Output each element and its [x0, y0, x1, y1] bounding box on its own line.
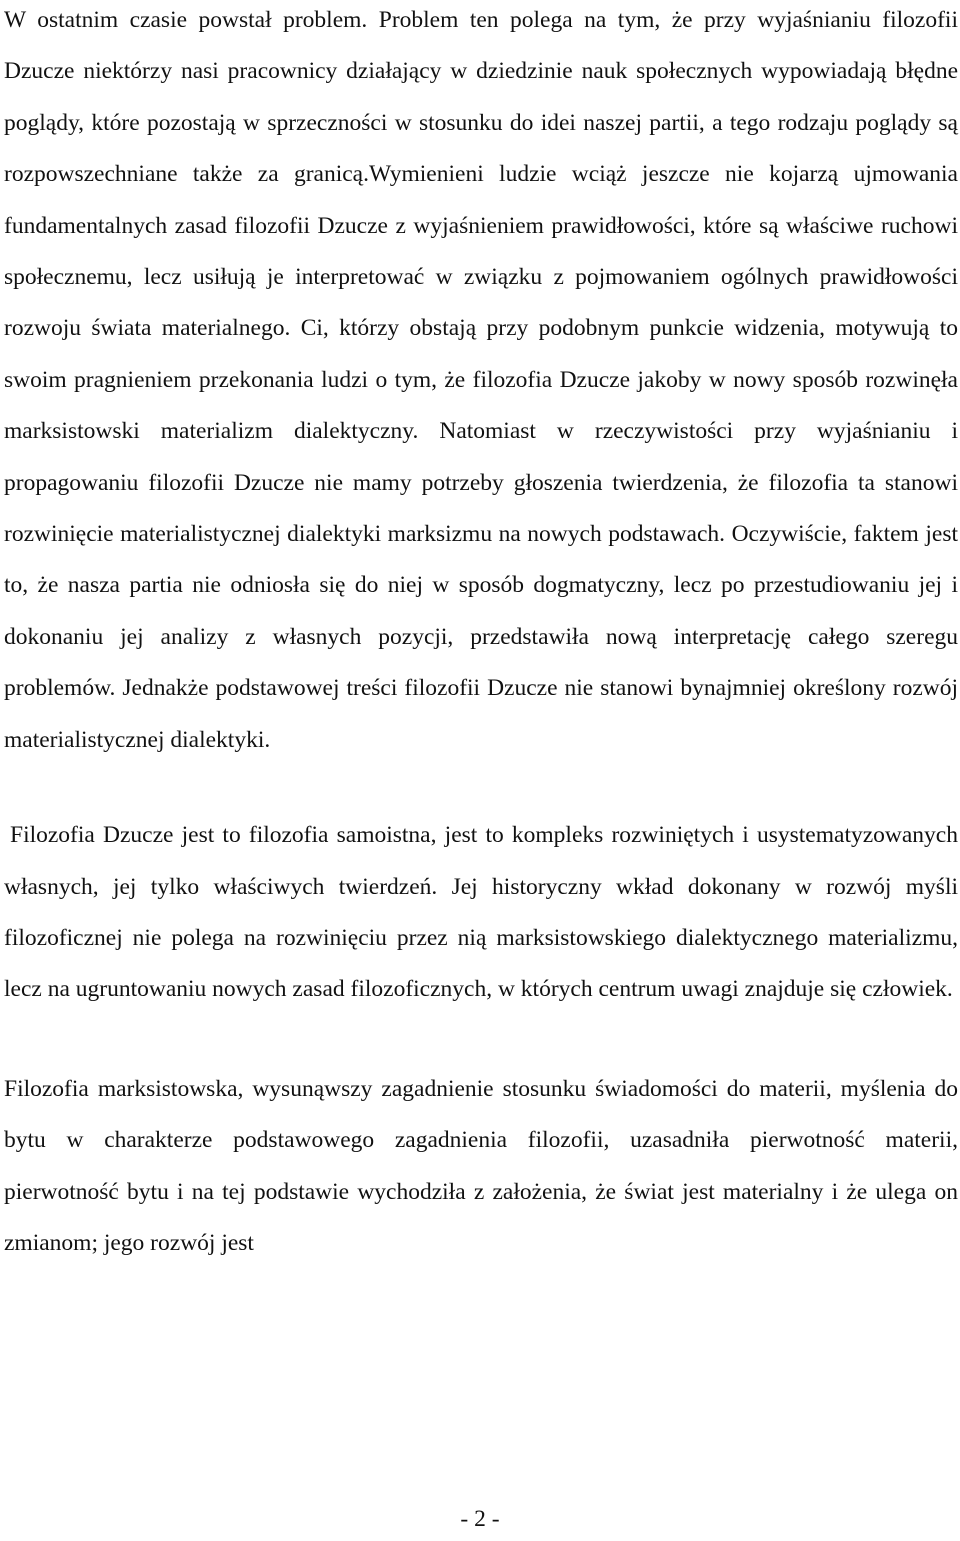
page-number: - 2 -: [460, 1506, 500, 1532]
paragraph-2: Filozofia Dzucze jest to filozofia samoistna, jest to kompleks rozwiniętych i usystematyzowanych własnych, jej tylko właściwych twierdzeń. Jej historyczny wkład dokonany w rozwój myśli filozoficznej nie polega na rozwinięciu przez nią marksistowskiego dialektycznego materializmu, lecz na ugruntowaniu nowych zasad filozoficznych, w których centrum uwagi znajduje się człowiek.: [4, 822, 958, 1003]
paragraph-1: W ostatnim czasie powstał problem. Problem ten polega na tym, że przy wyjaśnianiu filozofii Dzucze niektórzy nasi pracownicy działający w dziedzinie nauk społecznych wypowiadają błędne poglądy, które pozostają w sprzeczności w stosunku do idei naszej partii, a tego rodzaju poglądy są rozpowszechniane także za granicą.Wymienieni ludzie wciąż jeszcze nie kojarzą ujmowania fundamentalnych zasad filozofii Dzucze z wyjaśnieniem prawidłowości, które są właściwe ruchowi społecznemu, lecz usiłują je interpretować w związku z pojmowaniem ogólnych prawidłowości rozwoju świata materialnego. Ci, którzy obstają przy podobnym punkcie widzenia, motywują to swoim pragnieniem przekonania ludzi o tym, że filozofia Dzucze jakoby w nowy sposób rozwinęła marksistowski materializm dialektyczny. Natomiast w rzeczywistości przy wyjaśnianiu i propagowaniu filozofii Dzucze nie mamy potrzeby głoszenia twierdzenia, że filozofia ta stanowi rozwinięcie materialistycznej dialektyki marksizmu na nowych podstawach. Oczywiście, faktem jest to, że nasza partia nie odniosła się do niej w sposób dogmatyczny, lecz po przestudiowaniu jej i dokonaniu jej analizy z własnych pozycji, przedstawiła nową interpretację całego szeregu problemów. Jednakże podstawowej treści filozofii Dzucze nie stanowi bynajmniej określony rozwój materialistycznej dialektyki.: [4, 7, 958, 753]
paragraph-3: Filozofia marksistowska, wysunąwszy zagadnienie stosunku świadomości do materii, myślenia do bytu w charakterze podstawowego zagadnienia filozofii, uzasadniła pierwotność materii, pierwotność bytu i na tej podstawie wychodziła z założenia, że świat jest materialny i że ulega on zmianom; jego rozwój jest: [4, 1075, 958, 1256]
